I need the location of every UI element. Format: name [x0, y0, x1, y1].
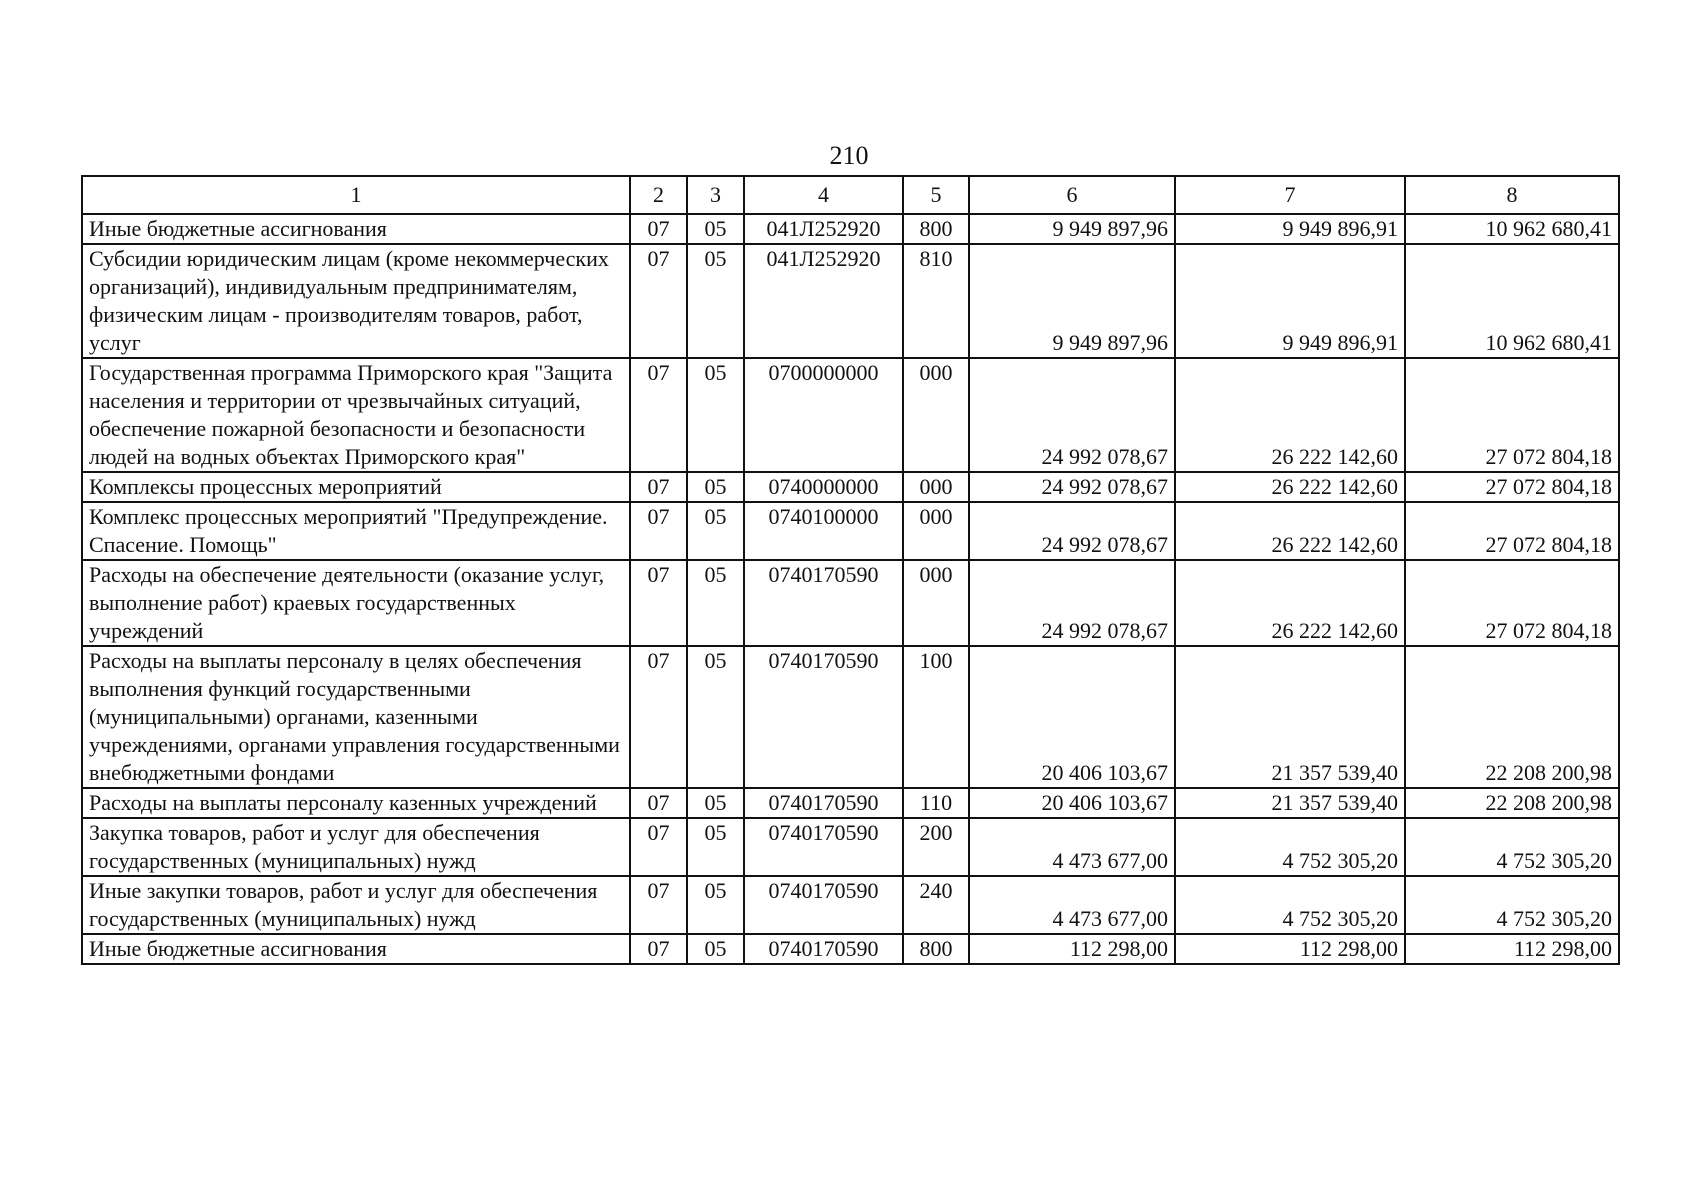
subsection-code-cell: 05	[687, 358, 744, 472]
subsection-code-cell: 05	[687, 472, 744, 502]
target-article-cell: 041Л252920	[744, 214, 903, 244]
expense-type-cell: 800	[903, 214, 969, 244]
amount-col7-cell: 21 357 539,40	[1175, 788, 1405, 818]
section-code-cell: 07	[630, 876, 687, 934]
table-row	[82, 244, 1619, 358]
amount-col6-cell: 4 473 677,00	[969, 818, 1175, 876]
amount-col6-cell: 24 992 078,67	[969, 560, 1175, 646]
amount-col8-cell: 4 752 305,20	[1405, 818, 1619, 876]
section-code-cell: 07	[630, 788, 687, 818]
target-article-cell: 0740170590	[744, 934, 903, 964]
amount-col7-cell: 9 949 896,91	[1175, 244, 1405, 358]
section-code-cell: 07	[630, 358, 687, 472]
subsection-code-cell: 05	[687, 214, 744, 244]
section-code-cell: 07	[630, 560, 687, 646]
expense-type-cell: 000	[903, 502, 969, 560]
table-row	[82, 934, 1619, 964]
amount-col6-cell: 112 298,00	[969, 934, 1175, 964]
expense-type-cell: 000	[903, 560, 969, 646]
row-name-cell: Субсидии юридическим лицам (кроме некоммерческих организаций), индивидуальным предпринимателям, физическим лицам - производителям товаров, работ, услуг	[82, 244, 630, 358]
amount-col8-cell: 4 752 305,20	[1405, 876, 1619, 934]
section-code-cell: 07	[630, 214, 687, 244]
column-header: 4	[744, 176, 903, 214]
table-row	[82, 560, 1619, 646]
table-row	[82, 646, 1619, 788]
subsection-code-cell: 05	[687, 560, 744, 646]
column-header: 1	[82, 176, 630, 214]
target-article-cell: 041Л252920	[744, 244, 903, 358]
column-header: 8	[1405, 176, 1619, 214]
subsection-code-cell: 05	[687, 876, 744, 934]
amount-col6-cell: 24 992 078,67	[969, 358, 1175, 472]
target-article-cell: 0740170590	[744, 876, 903, 934]
amount-col7-cell: 9 949 896,91	[1175, 214, 1405, 244]
amount-col7-cell: 21 357 539,40	[1175, 646, 1405, 788]
amount-col7-cell: 26 222 142,60	[1175, 358, 1405, 472]
section-code-cell: 07	[630, 646, 687, 788]
row-name-cell: Расходы на выплаты персоналу в целях обеспечения выполнения функций государственными (муниципальными) органами, казенными учреждениями, органами управления государственными внебюджетными фондами	[82, 646, 630, 788]
amount-col8-cell: 27 072 804,18	[1405, 502, 1619, 560]
expense-type-cell: 810	[903, 244, 969, 358]
column-header: 3	[687, 176, 744, 214]
amount-col7-cell: 4 752 305,20	[1175, 876, 1405, 934]
table-row	[82, 876, 1619, 934]
subsection-code-cell: 05	[687, 818, 744, 876]
target-article-cell: 0740170590	[744, 818, 903, 876]
header-row	[82, 176, 1619, 214]
subsection-code-cell: 05	[687, 646, 744, 788]
amount-col6-cell: 20 406 103,67	[969, 788, 1175, 818]
expense-type-cell: 110	[903, 788, 969, 818]
expense-type-cell: 100	[903, 646, 969, 788]
target-article-cell: 0740100000	[744, 502, 903, 560]
table-row	[82, 214, 1619, 244]
row-name-cell: Иные закупки товаров, работ и услуг для обеспечения государственных (муниципальных) нужд	[82, 876, 630, 934]
amount-col6-cell: 4 473 677,00	[969, 876, 1175, 934]
amount-col8-cell: 10 962 680,41	[1405, 244, 1619, 358]
target-article-cell: 0740170590	[744, 560, 903, 646]
amount-col7-cell: 26 222 142,60	[1175, 560, 1405, 646]
row-name-cell: Комплекс процессных мероприятий "Предупреждение. Спасение. Помощь"	[82, 502, 630, 560]
amount-col7-cell: 26 222 142,60	[1175, 472, 1405, 502]
amount-col8-cell: 112 298,00	[1405, 934, 1619, 964]
subsection-code-cell: 05	[687, 934, 744, 964]
target-article-cell: 0740170590	[744, 788, 903, 818]
expense-type-cell: 000	[903, 358, 969, 472]
amount-col8-cell: 22 208 200,98	[1405, 646, 1619, 788]
section-code-cell: 07	[630, 502, 687, 560]
amount-col8-cell: 27 072 804,18	[1405, 560, 1619, 646]
amount-col8-cell: 27 072 804,18	[1405, 472, 1619, 502]
column-header: 5	[903, 176, 969, 214]
row-name-cell: Государственная программа Приморского края "Защита населения и территории от чрезвычайных ситуаций, обеспечение пожарной безопасности и безопасности людей на водных объектах Приморского края"	[82, 358, 630, 472]
column-header: 6	[969, 176, 1175, 214]
page-number: 210	[829, 141, 869, 170]
table-row	[82, 472, 1619, 502]
column-header: 2	[630, 176, 687, 214]
table-row	[82, 358, 1619, 472]
expense-type-cell: 240	[903, 876, 969, 934]
target-article-cell: 0740000000	[744, 472, 903, 502]
row-name-cell: Закупка товаров, работ и услуг для обеспечения государственных (муниципальных) нужд	[82, 818, 630, 876]
amount-col7-cell: 4 752 305,20	[1175, 818, 1405, 876]
subsection-code-cell: 05	[687, 502, 744, 560]
row-name-cell: Расходы на выплаты персоналу казенных учреждений	[82, 788, 630, 818]
expense-type-cell: 000	[903, 472, 969, 502]
table-row	[82, 502, 1619, 560]
column-header: 7	[1175, 176, 1405, 214]
expense-type-cell: 800	[903, 934, 969, 964]
amount-col8-cell: 27 072 804,18	[1405, 358, 1619, 472]
section-code-cell: 07	[630, 818, 687, 876]
row-name-cell: Комплексы процессных мероприятий	[82, 472, 630, 502]
amount-col6-cell: 9 949 897,96	[969, 214, 1175, 244]
section-code-cell: 07	[630, 244, 687, 358]
target-article-cell: 0740170590	[744, 646, 903, 788]
amount-col6-cell: 9 949 897,96	[969, 244, 1175, 358]
table-row	[82, 788, 1619, 818]
table-row	[82, 818, 1619, 876]
amount-col6-cell: 20 406 103,67	[969, 646, 1175, 788]
row-name-cell: Иные бюджетные ассигнования	[82, 214, 630, 244]
budget-table	[81, 175, 1620, 965]
subsection-code-cell: 05	[687, 244, 744, 358]
amount-col6-cell: 24 992 078,67	[969, 472, 1175, 502]
amount-col7-cell: 112 298,00	[1175, 934, 1405, 964]
amount-col8-cell: 10 962 680,41	[1405, 214, 1619, 244]
target-article-cell: 0700000000	[744, 358, 903, 472]
row-name-cell: Расходы на обеспечение деятельности (оказание услуг, выполнение работ) краевых государственных учреждений	[82, 560, 630, 646]
row-name-cell: Иные бюджетные ассигнования	[82, 934, 630, 964]
section-code-cell: 07	[630, 934, 687, 964]
amount-col6-cell: 24 992 078,67	[969, 502, 1175, 560]
amount-col7-cell: 26 222 142,60	[1175, 502, 1405, 560]
amount-col8-cell: 22 208 200,98	[1405, 788, 1619, 818]
subsection-code-cell: 05	[687, 788, 744, 818]
expense-type-cell: 200	[903, 818, 969, 876]
section-code-cell: 07	[630, 472, 687, 502]
